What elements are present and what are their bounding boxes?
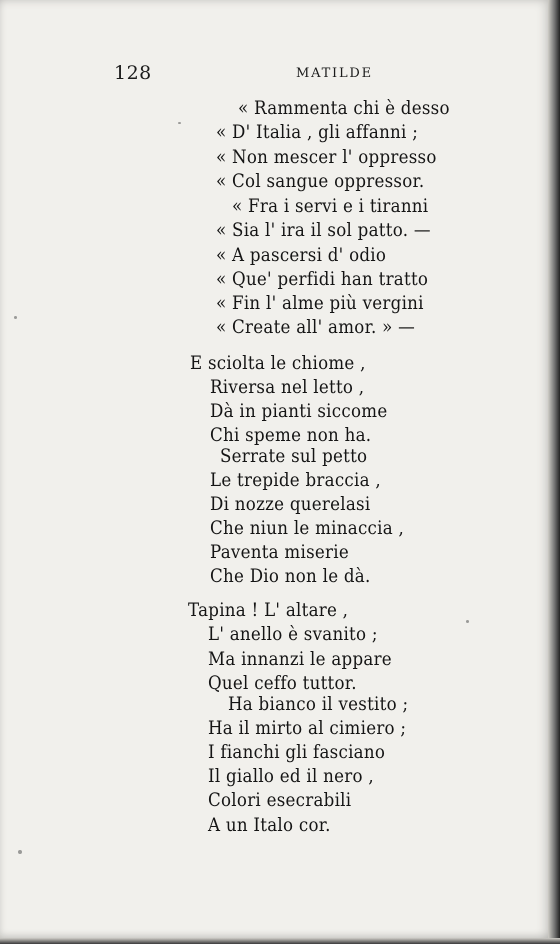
verse-line: « Sia l' ira il sol patto. —: [216, 220, 431, 241]
verse-line: Quel ceffo tuttor.: [208, 673, 357, 694]
verse-line: Che niun le minaccia ,: [210, 518, 405, 539]
verse-line: Chi speme non ha.: [210, 425, 372, 446]
verse-line: « Rammenta chi è desso: [238, 98, 450, 119]
ink-speck: [178, 122, 181, 124]
verse-line: L' anello è svanito ;: [208, 624, 378, 645]
page-bottom-shadow: [0, 938, 560, 944]
ink-speck: [466, 620, 469, 623]
verse-line: « Create all' amor. » —: [216, 317, 416, 338]
verse-line: Paventa miserie: [210, 542, 349, 563]
verse-line: « Non mescer l' oppresso: [216, 147, 437, 168]
verse-line: Che Dio non le dà.: [210, 566, 371, 587]
page-edge-shadow: [548, 0, 560, 944]
page-number: 128: [114, 62, 152, 84]
verse-line: « Col sangue oppressor.: [216, 171, 425, 192]
verse-line: Le trepide braccia ,: [210, 470, 381, 491]
verse-line: Di nozze querelasi: [210, 494, 371, 515]
running-title: MATILDE: [296, 66, 373, 81]
verse-line: Colori esecrabili: [208, 790, 352, 811]
verse-line: Il giallo ed il nero ,: [208, 766, 374, 787]
verse-line: A un Italo cor.: [208, 815, 331, 836]
ink-speck: [14, 316, 17, 319]
verse-line: Ha bianco il vestito ;: [228, 694, 409, 715]
verse-line: « Fra i servi e i tiranni: [232, 196, 429, 217]
verse-line: Tapina ! L' altare ,: [188, 600, 349, 621]
verse-line: Riversa nel letto ,: [210, 377, 365, 398]
ink-speck: [18, 850, 22, 854]
verse-line: Ma innanzi le appare: [208, 649, 392, 670]
verse-line: E sciolta le chiome ,: [190, 353, 366, 374]
verse-line: Serrate sul petto: [220, 446, 368, 467]
verse-line: Ha il mirto al cimiero ;: [208, 718, 407, 739]
verse-line: « Que' perfidi han tratto: [216, 269, 429, 290]
verse-line: « D' Italia , gli affanni ;: [216, 122, 419, 143]
verse-line: « A pascersi d' odio: [216, 245, 387, 266]
verse-line: Dà in pianti siccome: [210, 401, 388, 422]
verse-line: « Fin l' alme più vergini: [216, 293, 424, 314]
verse-line: I fianchi gli fasciano: [208, 742, 386, 763]
